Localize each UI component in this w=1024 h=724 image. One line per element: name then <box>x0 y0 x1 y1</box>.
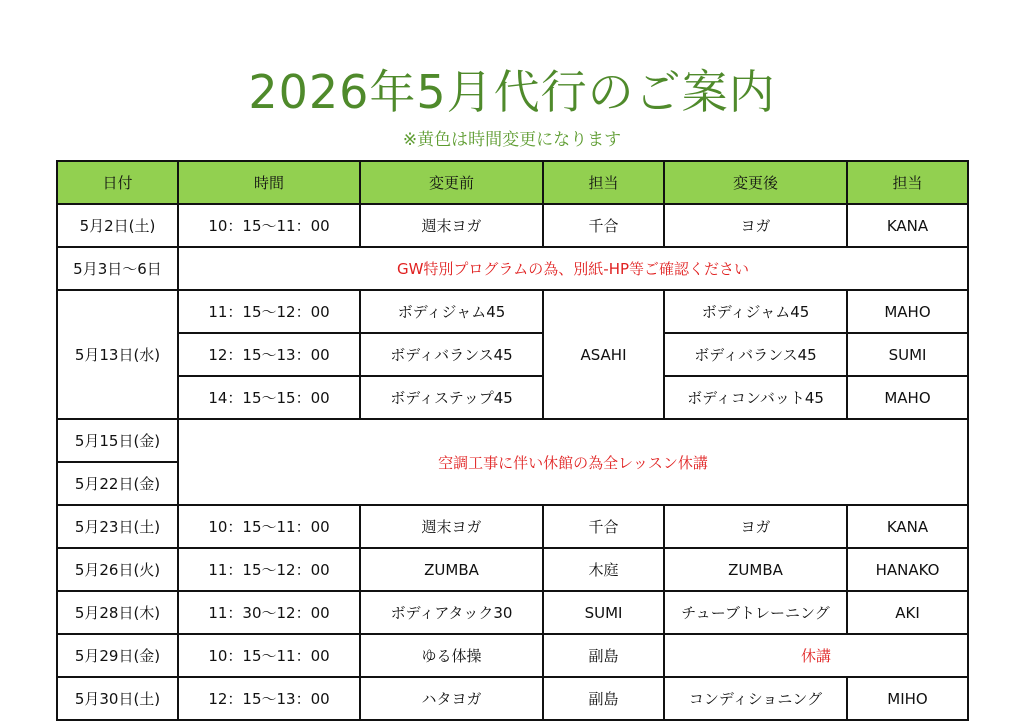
date-cell: 5月3日〜6日 <box>57 247 178 290</box>
before-cell: ボディステップ45 <box>360 376 543 419</box>
substitute-schedule-table <box>56 160 969 721</box>
after-cell: チューブトレーニング <box>664 591 847 634</box>
table-row <box>57 677 968 720</box>
table-row <box>57 634 968 677</box>
staff-before-cell: 木庭 <box>543 548 664 591</box>
header-before: 変更前 <box>360 161 543 204</box>
staff-before-cell: ASAHI <box>543 290 664 419</box>
time-cell: 14：15〜15：00 <box>178 376 360 419</box>
time-cell: 11：15〜12：00 <box>178 290 360 333</box>
before-cell: ハタヨガ <box>360 677 543 720</box>
staff-after-cell: KANA <box>847 204 968 247</box>
after-cell: コンディショニング <box>664 677 847 720</box>
after-cell: ヨガ <box>664 505 847 548</box>
staff-before-cell: 副島 <box>543 634 664 677</box>
time-cell: 11：30〜12：00 <box>178 591 360 634</box>
table-row <box>57 505 968 548</box>
table-row <box>57 333 968 376</box>
after-cell: ボディバランス45 <box>664 333 847 376</box>
table-row <box>57 247 968 290</box>
header-staff-before: 担当 <box>543 161 664 204</box>
page-title: 2026年5月代行のご案内 <box>248 65 776 119</box>
page-subtitle: ※黄色は時間変更になります <box>402 130 622 150</box>
staff-after-cell: SUMI <box>847 333 968 376</box>
after-cell: ZUMBA <box>664 548 847 591</box>
time-cell: 10：15〜11：00 <box>178 204 360 247</box>
date-cell: 5月30日(土) <box>57 677 178 720</box>
before-cell: ボディバランス45 <box>360 333 543 376</box>
staff-after-cell: AKI <box>847 591 968 634</box>
table-row <box>57 204 968 247</box>
date-cell: 5月23日(土) <box>57 505 178 548</box>
staff-before-cell: 千合 <box>543 505 664 548</box>
after-cell: ボディジャム45 <box>664 290 847 333</box>
table-header-row <box>57 161 968 204</box>
after-cell: ボディコンバット45 <box>664 376 847 419</box>
before-cell: ボディアタック30 <box>360 591 543 634</box>
header-after: 変更後 <box>664 161 847 204</box>
date-cell: 5月29日(金) <box>57 634 178 677</box>
table-row <box>57 376 968 419</box>
table-row <box>57 419 968 462</box>
staff-after-cell: HANAKO <box>847 548 968 591</box>
date-cell: 5月2日(土) <box>57 204 178 247</box>
date-cell: 5月15日(金) <box>57 419 178 462</box>
after-cell: ヨガ <box>664 204 847 247</box>
before-cell: 週末ヨガ <box>360 204 543 247</box>
staff-before-cell: SUMI <box>543 591 664 634</box>
table-row <box>57 290 968 333</box>
date-cell: 5月22日(金) <box>57 462 178 505</box>
before-cell: ゆる体操 <box>360 634 543 677</box>
date-cell: 5月28日(木) <box>57 591 178 634</box>
staff-after-cell: MIHO <box>847 677 968 720</box>
gw-notice: GW特別プログラムの為、別紙-HP等ご確認ください <box>178 247 968 290</box>
table-row <box>57 548 968 591</box>
before-cell: 週末ヨガ <box>360 505 543 548</box>
date-cell: 5月13日(水) <box>57 290 178 419</box>
cancelled-cell: 休講 <box>664 634 968 677</box>
staff-before-cell: 副島 <box>543 677 664 720</box>
staff-after-cell: MAHO <box>847 376 968 419</box>
before-cell: ZUMBA <box>360 548 543 591</box>
header-date: 日付 <box>57 161 178 204</box>
table-row <box>57 591 968 634</box>
before-cell: ボディジャム45 <box>360 290 543 333</box>
time-cell: 12：15〜13：00 <box>178 677 360 720</box>
staff-after-cell: MAHO <box>847 290 968 333</box>
header-staff-after: 担当 <box>847 161 968 204</box>
date-cell: 5月26日(火) <box>57 548 178 591</box>
time-cell: 12：15〜13：00 <box>178 333 360 376</box>
time-cell: 10：15〜11：00 <box>178 505 360 548</box>
time-cell: 11：15〜12：00 <box>178 548 360 591</box>
staff-after-cell: KANA <box>847 505 968 548</box>
header-time: 時間 <box>178 161 360 204</box>
time-cell: 10：15〜11：00 <box>178 634 360 677</box>
closure-notice: 空調工事に伴い休館の為全レッスン休講 <box>178 419 968 505</box>
staff-before-cell: 千合 <box>543 204 664 247</box>
